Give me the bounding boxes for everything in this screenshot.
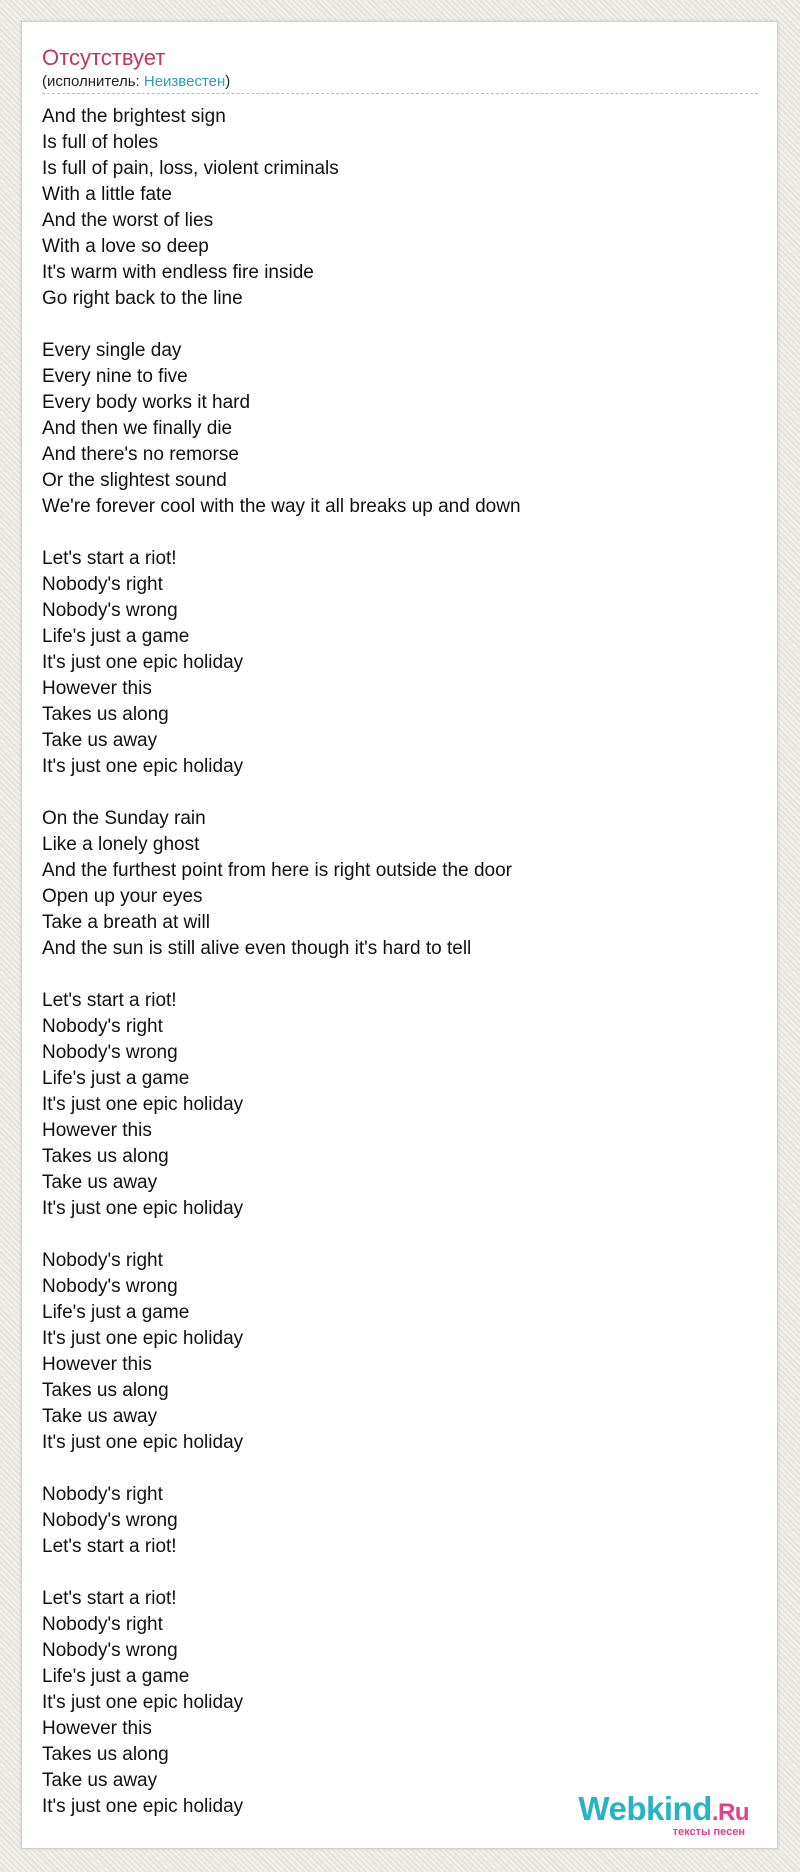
- lyric-line: It's just one epic holiday: [42, 1198, 244, 1219]
- lyric-line: Take us away: [42, 730, 158, 751]
- lyric-line: Let's start a riot!: [42, 548, 177, 569]
- lyric-line: Is full of pain, loss, violent criminals: [42, 158, 339, 179]
- lyrics-stanza: [42, 1248, 758, 1456]
- lyric-line: It's just one epic holiday: [42, 1692, 244, 1713]
- lyric-line: It's just one epic holiday: [42, 652, 244, 673]
- site-logo[interactable]: [578, 1792, 749, 1838]
- lyric-line: Is full of holes: [42, 132, 159, 153]
- lyric-line: It's just one epic holiday: [42, 1328, 244, 1349]
- lyric-line: Nobody's wrong: [42, 600, 178, 621]
- lyric-line: However this: [42, 1120, 152, 1141]
- lyric-line: Every body works it hard: [42, 392, 251, 413]
- lyrics-stanza: [42, 1586, 758, 1820]
- lyric-line: It's just one epic holiday: [42, 1094, 244, 1115]
- lyric-line: It's just one epic holiday: [42, 756, 244, 777]
- lyric-line: Nobody's right: [42, 1614, 163, 1635]
- lyric-line: Takes us along: [42, 704, 169, 725]
- lyric-line: Nobody's wrong: [42, 1640, 178, 1661]
- lyric-line: On the Sunday rain: [42, 808, 206, 829]
- lyric-line: With a love so deep: [42, 236, 209, 257]
- lyric-line: It's just one epic holiday: [42, 1796, 244, 1817]
- lyric-line: And the worst of lies: [42, 210, 214, 231]
- lyric-line: However this: [42, 1354, 152, 1375]
- lyrics-stanza: [42, 806, 758, 962]
- lyric-line: Takes us along: [42, 1380, 169, 1401]
- lyric-line: Every single day: [42, 340, 182, 361]
- artist-line: [42, 72, 758, 94]
- lyric-line: Open up your eyes: [42, 886, 203, 907]
- lyric-line: Life's just a game: [42, 626, 190, 647]
- lyric-line: And the brightest sign: [42, 106, 226, 127]
- lyric-line: It's warm with endless fire inside: [42, 262, 314, 283]
- lyric-line: Life's just a game: [42, 1302, 190, 1323]
- lyric-line: Nobody's right: [42, 1484, 163, 1505]
- lyric-line: With a little fate: [42, 184, 172, 205]
- artist-prefix: (исполнитель:: [42, 73, 144, 90]
- logo-name: Webkind: [578, 1790, 712, 1827]
- lyric-line: Nobody's wrong: [42, 1276, 178, 1297]
- lyric-line: Life's just a game: [42, 1666, 190, 1687]
- lyric-line: And there's no remorse: [42, 444, 239, 465]
- lyric-line: Like a lonely ghost: [42, 834, 200, 855]
- lyric-line: Take a breath at will: [42, 912, 210, 933]
- lyrics-stanza: [42, 1482, 758, 1560]
- lyric-line: Take us away: [42, 1406, 158, 1427]
- lyric-line: And the sun is still alive even though it's hard to tell: [42, 938, 472, 959]
- lyric-line: Nobody's right: [42, 574, 163, 595]
- lyric-line: It's just one epic holiday: [42, 1432, 244, 1453]
- lyric-line: Takes us along: [42, 1146, 169, 1167]
- lyric-line: Take us away: [42, 1770, 158, 1791]
- lyrics-stanza: [42, 988, 758, 1222]
- logo-tagline: тексты песен: [672, 1826, 745, 1838]
- lyric-line: Take us away: [42, 1172, 158, 1193]
- lyric-line: However this: [42, 678, 152, 699]
- lyric-line: Life's just a game: [42, 1068, 190, 1089]
- lyrics-card: [21, 21, 778, 1849]
- lyrics-text: [42, 104, 758, 1846]
- lyric-line: And then we finally die: [42, 418, 233, 439]
- lyric-line: Nobody's wrong: [42, 1510, 178, 1531]
- lyrics-stanza: [42, 104, 758, 312]
- lyric-line: Or the slightest sound: [42, 470, 227, 491]
- lyric-line: Takes us along: [42, 1744, 169, 1765]
- lyric-line: Let's start a riot!: [42, 1536, 177, 1557]
- lyric-line: We're forever cool with the way it all breaks up and down: [42, 496, 521, 517]
- lyric-line: Every nine to five: [42, 366, 188, 387]
- lyrics-stanza: [42, 338, 758, 520]
- lyric-line: Nobody's right: [42, 1016, 163, 1037]
- lyric-line: Let's start a riot!: [42, 990, 177, 1011]
- artist-suffix: ): [225, 73, 231, 90]
- artist-link[interactable]: Неизвестен: [143, 73, 226, 90]
- song-title: Отсутствует: [42, 45, 166, 70]
- lyric-line: However this: [42, 1718, 152, 1739]
- logo-domain: .Ru: [711, 1799, 749, 1826]
- lyric-line: And the furthest point from here is right outside the door: [42, 860, 512, 881]
- lyrics-stanza: [42, 546, 758, 780]
- lyric-line: Nobody's right: [42, 1250, 163, 1271]
- song-header: [42, 44, 758, 94]
- lyric-line: Let's start a riot!: [42, 1588, 177, 1609]
- lyric-line: Nobody's wrong: [42, 1042, 178, 1063]
- lyric-line: Go right back to the line: [42, 288, 243, 309]
